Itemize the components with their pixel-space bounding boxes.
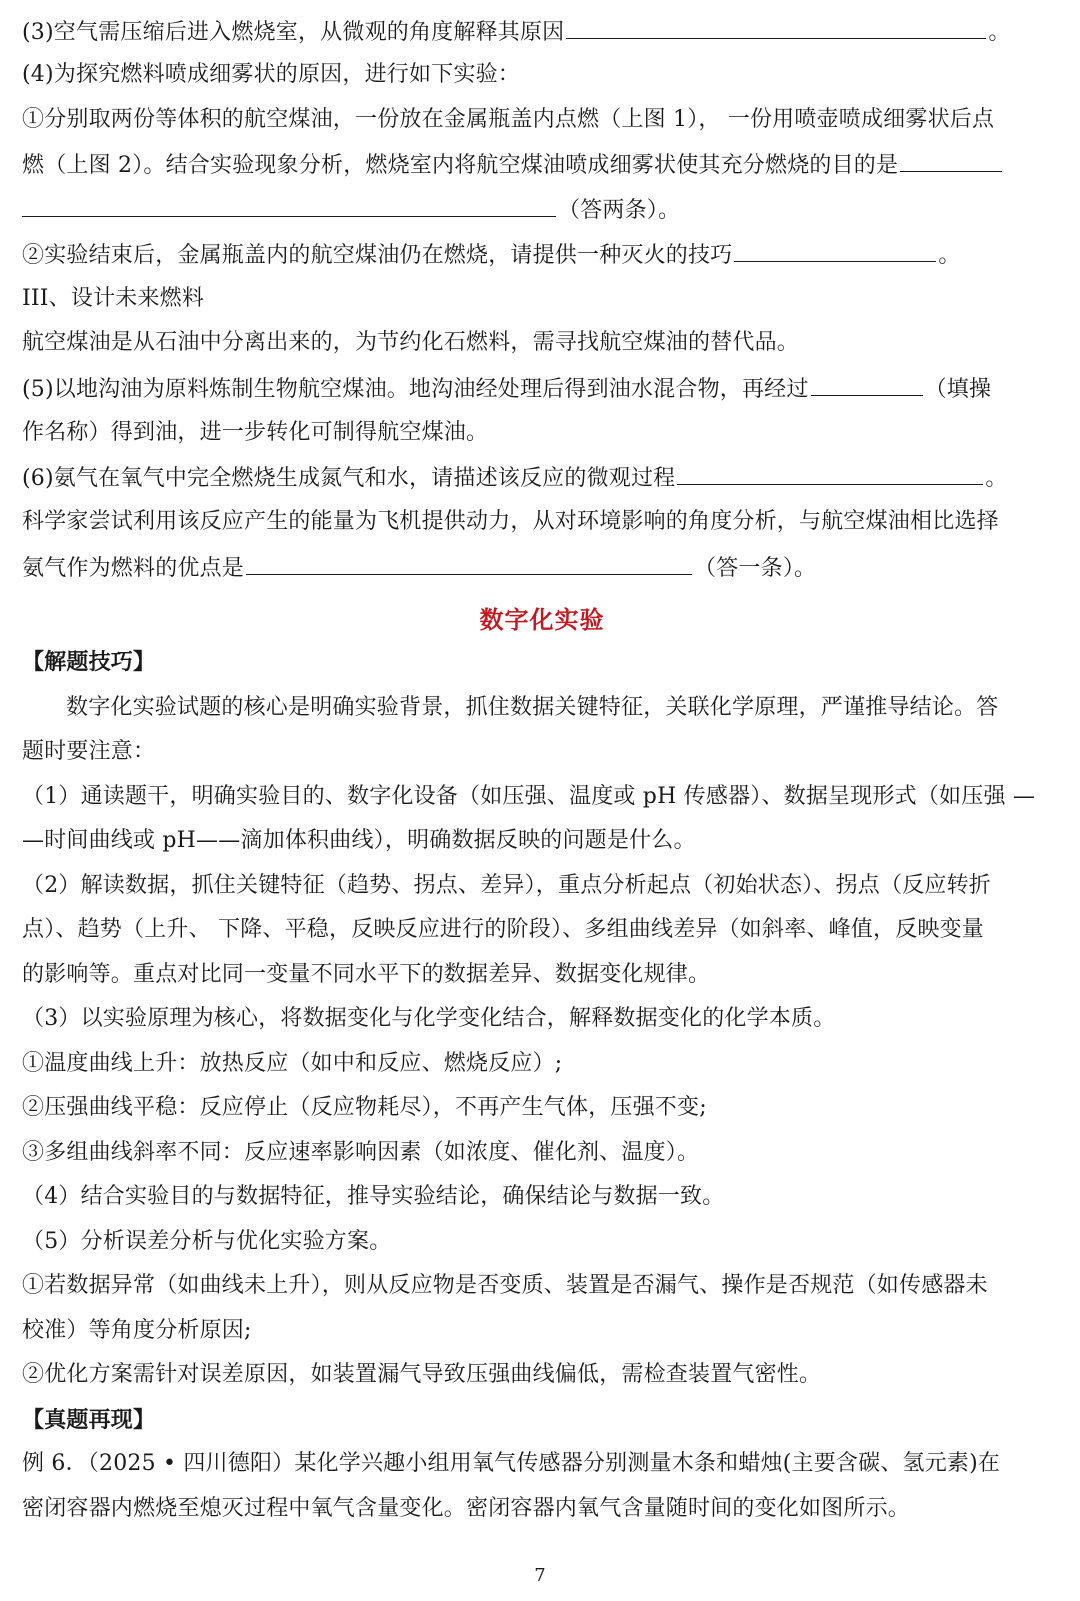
question-5-cont bbox=[22, 418, 488, 448]
tips-text: —时间曲线或 pH——滴加体积曲线），明确数据反映的问题是什么。 bbox=[22, 828, 696, 853]
tips-text: ②压强曲线平稳：反应停止（反应物耗尽），不再产生气体，压强不变; bbox=[22, 1095, 707, 1120]
tips-paragraph-line bbox=[22, 915, 984, 945]
section-title: 数字化实验 bbox=[479, 605, 605, 634]
answer-two-note: （答两条）。 bbox=[558, 198, 681, 223]
example-line bbox=[22, 1494, 910, 1524]
tips-paragraph-line bbox=[22, 737, 155, 767]
answer-blank[interactable] bbox=[22, 194, 556, 217]
tips-text: 的影响等。重点对比同一变量不同水平下的数据差异、数据变化规律。 bbox=[22, 962, 711, 987]
question-6-cont-text: 科学家尝试利用该反应产生的能量为飞机提供动力，从对环境影响的角度分析，与航空煤油相比选择 bbox=[22, 509, 999, 534]
example-text: 例 6．（2025 • 四川德阳）某化学兴趣小组用氧气传感器分别测量木条和蜡烛(主要含碳、氢元素)在 bbox=[22, 1451, 1001, 1476]
question-5 bbox=[22, 373, 991, 405]
question-4-step-2 bbox=[22, 239, 961, 271]
page-number: 7 bbox=[534, 1565, 546, 1586]
question-6-text: (6)氨气在氧气中完全燃烧生成氮气和水，请描述该反应的微观过程 bbox=[22, 466, 676, 491]
tips-paragraph-line bbox=[22, 1227, 391, 1257]
tips-text: 题时要注意： bbox=[22, 739, 156, 764]
question-4 bbox=[22, 60, 520, 90]
answer-blank[interactable] bbox=[677, 462, 983, 485]
question-4-step-1-cont-text: 燃（上图 2）。结合实验现象分析，燃烧室内将航空煤油喷成细雾状使其充分燃烧的目的是 bbox=[22, 153, 899, 178]
section-3-heading bbox=[22, 284, 204, 314]
tips-paragraph-line bbox=[22, 1093, 707, 1123]
tips-text: （2）解读数据，抓住关键特征（趋势、拐点、差异），重点分析起点（初始状态）、拐点（反应转折 bbox=[22, 873, 992, 898]
question-4-step-1-cont bbox=[22, 149, 1004, 181]
tips-paragraph-line bbox=[22, 960, 710, 990]
answer-blank[interactable] bbox=[566, 16, 986, 39]
question-3-end: 。 bbox=[988, 20, 1011, 45]
tips-paragraph-line bbox=[22, 1004, 835, 1034]
question-5-text: (5)以地沟油为原料炼制生物航空煤油。地沟油经处理后得到油水混合物，再经过 bbox=[22, 377, 809, 402]
question-6-answer-text: 氨气作为燃料的优点是 bbox=[22, 556, 245, 581]
tips-text: 数字化实验试题的核心是明确实验背景，抓住数据关键特征，关联化学原理，严谨推导结论。答 bbox=[66, 695, 999, 720]
tips-text: （3）以实验原理为核心，将数据变化与化学变化结合，解释数据变化的化学本质。 bbox=[22, 1006, 836, 1031]
tips-text: ③多组曲线斜率不同：反应速率影响因素（如浓度、催化剂、温度）。 bbox=[22, 1140, 700, 1165]
question-4-step-1 bbox=[22, 105, 994, 135]
tips-paragraph-line bbox=[22, 693, 998, 723]
answer-blank[interactable] bbox=[734, 239, 936, 262]
question-6-end: 。 bbox=[985, 466, 1008, 491]
answer-blank[interactable] bbox=[246, 552, 692, 575]
question-5-cont-text: 作名称）得到油，进一步转化可制得航空煤油。 bbox=[22, 420, 489, 445]
question-6 bbox=[22, 462, 1008, 494]
tips-paragraph-line bbox=[22, 871, 991, 901]
question-4-step-1-answer bbox=[22, 194, 680, 226]
section-3-heading-text: III、设计未来燃料 bbox=[22, 286, 205, 311]
tips-text: （1）通读题干，明确实验目的、数字化设备（如压强、温度或 pH 传感器）、数据呈现形式（如压强 — bbox=[22, 784, 1036, 809]
answer-blank[interactable] bbox=[900, 149, 1002, 172]
question-3-text: (3)空气需压缩后进入燃烧室，从微观的角度解释其原因 bbox=[22, 20, 565, 45]
tips-heading bbox=[22, 647, 155, 677]
tips-paragraph-line bbox=[22, 1182, 724, 1212]
tips-text: ①若数据异常（如曲线未上升），则从反应物是否变质、装置是否漏气、操作是否规范（如传感器未 bbox=[22, 1273, 988, 1298]
question-4-step-1-text: ①分别取两份等体积的航空煤油，一份放在金属瓶盖内点燃（上图 1）， 一份用喷壶喷成细雾状后点 bbox=[22, 107, 995, 132]
section-3-intro bbox=[22, 328, 799, 358]
tips-heading-text: 【解题技巧】 bbox=[22, 649, 156, 675]
tips-paragraph-line bbox=[22, 1138, 699, 1168]
tips-text: 校准）等角度分析原因; bbox=[22, 1318, 252, 1343]
question-4-step-2-end: 。 bbox=[938, 243, 961, 268]
tips-text: ②优化方案需针对误差原因，如装置漏气导致压强曲线偏低，需检查装置气密性。 bbox=[22, 1362, 822, 1387]
tips-text: （4）结合实验目的与数据特征，推导实验结论，确保结论与数据一致。 bbox=[22, 1184, 725, 1209]
tips-text: （5）分析误差分析与优化实验方案。 bbox=[22, 1229, 392, 1254]
tips-paragraph-line bbox=[22, 826, 696, 856]
question-4-text: (4)为探究燃料喷成细雾状的原因，进行如下实验： bbox=[22, 62, 520, 87]
question-4-step-2-text: ②实验结束后，金属瓶盖内的航空煤油仍在燃烧，请提供一种灭火的技巧 bbox=[22, 243, 733, 268]
real-exam-heading-text: 【真题再现】 bbox=[22, 1407, 156, 1433]
tips-paragraph-line bbox=[22, 1360, 821, 1390]
tips-paragraph-line bbox=[22, 782, 1035, 812]
question-6-answer-note: （答一条）。 bbox=[694, 556, 817, 581]
real-exam-heading bbox=[22, 1405, 155, 1435]
tips-paragraph-line bbox=[22, 1049, 562, 1079]
example-line bbox=[22, 1449, 1000, 1479]
example-text: 密闭容器内燃烧至熄灭过程中氧气含量变化。密闭容器内氧气含量随时间的变化如图所示。 bbox=[22, 1496, 911, 1521]
tips-paragraph-line bbox=[22, 1316, 252, 1346]
tips-text: 点）、趋势（上升、 下降、平稳，反映反应进行的阶段）、多组曲线差异（如斜率、峰值，反映变量 bbox=[22, 917, 984, 942]
answer-blank[interactable] bbox=[811, 373, 923, 396]
question-5-note: （填操 bbox=[924, 377, 992, 402]
tips-paragraph-line bbox=[22, 1271, 988, 1301]
question-3 bbox=[22, 16, 1011, 48]
section-3-intro-text: 航空煤油是从石油中分离出来的，为节约化石燃料，需寻找航空煤油的替代品。 bbox=[22, 330, 800, 355]
question-6-answer bbox=[22, 552, 816, 584]
tips-text: ①温度曲线上升：放热反应（如中和反应、燃烧反应）; bbox=[22, 1051, 563, 1076]
question-6-cont bbox=[22, 507, 999, 537]
